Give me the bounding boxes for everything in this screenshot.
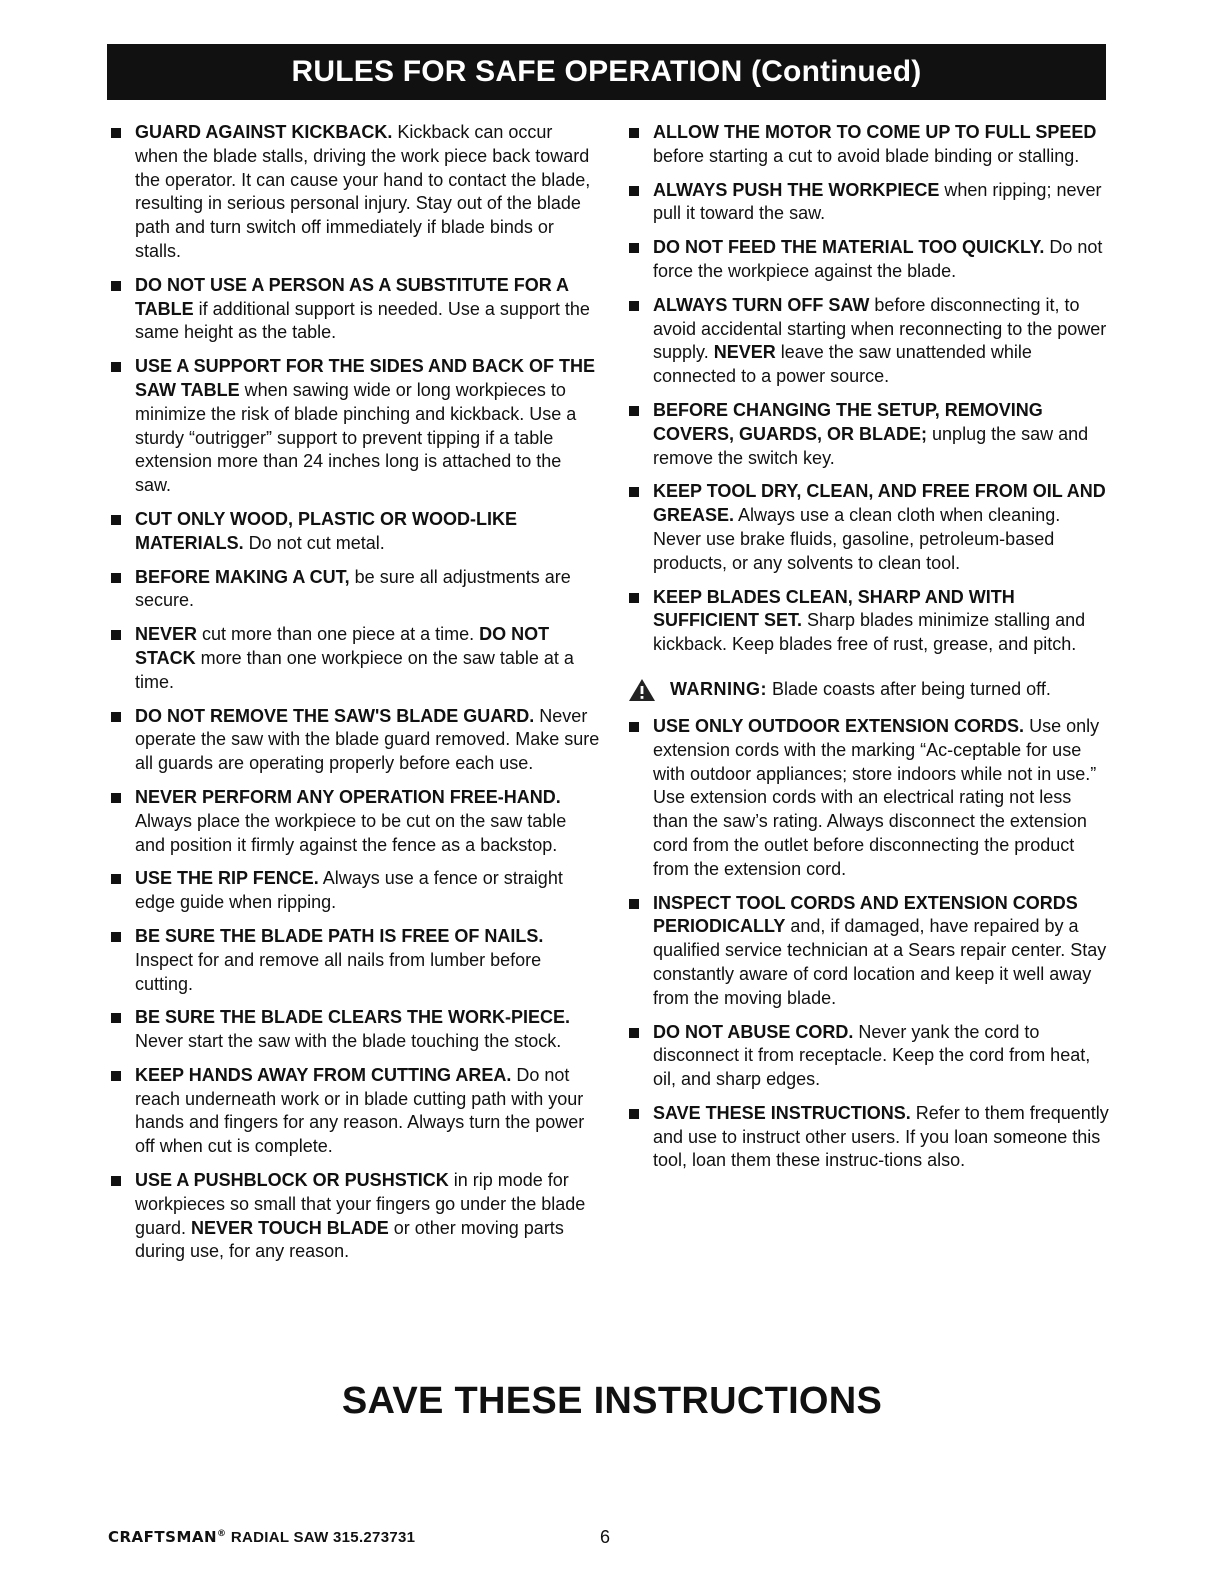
rule-heading: BE SURE THE BLADE PATH IS FREE OF NAILS. (135, 925, 544, 946)
rule-item (110, 1169, 600, 1264)
rule-text: before starting a cut to avoid blade binding or stalling. (653, 145, 1080, 166)
rule-heading: KEEP TOOL DRY, CLEAN, AND FREE FROM OIL AND GREASE. (653, 481, 1106, 526)
rule-item (628, 121, 1110, 169)
rule-heading: ALWAYS TURN OFF SAW (653, 294, 870, 315)
rule-text: when ripping; never pull it toward the saw. (653, 179, 1102, 224)
rule-text: leave the saw unattended while connected to a power source. (653, 342, 1032, 387)
rule-item (110, 925, 600, 996)
rule-text: Never yank the cord to disconnect it from receptacle. Keep the cord from heat, oil, and sharp edges. (653, 1021, 1091, 1090)
rule-item (628, 294, 1110, 389)
warning-triangle-icon (628, 678, 656, 702)
rule-text: Always use a fence or straight edge guide when ripping. (135, 868, 563, 913)
warning-label: WARNING: (670, 678, 767, 699)
right-column (628, 121, 1110, 1183)
rule-heading: USE THE RIP FENCE. (135, 868, 319, 889)
rule-heading: CUT ONLY WOOD, PLASTIC OR WOOD-LIKE MATERIALS. (135, 508, 517, 553)
rule-text: Always place the workpiece to be cut on the saw table and position it firmly against the fence as a backstop. (135, 810, 567, 855)
rule-text: Sharp blades minimize stalling and kickback. Keep blades free of rust, grease, and pitch. (653, 610, 1086, 655)
rule-heading: USE A SUPPORT FOR THE SIDES AND BACK OF THE SAW TABLE (135, 356, 596, 400)
rule-item (628, 1021, 1110, 1092)
rule-heading: KEEP BLADES CLEAN, SHARP AND WITH SUFFICIENT SET. (653, 586, 1015, 631)
craftsman-logo: CRAFTSMAN (108, 1528, 218, 1546)
rule-item (110, 355, 600, 498)
warning-notice (628, 677, 1110, 701)
rule-item (110, 566, 600, 614)
rule-text: Never start the saw with the blade touching the stock. (135, 1031, 562, 1052)
rule-item (628, 715, 1110, 882)
rule-text: more than one workpiece on the saw table at a time. (135, 647, 574, 692)
rule-text: unplug the saw and remove the switch key. (653, 423, 1089, 468)
rule-text: Refer to them frequently and use to instruct other users. If you loan someone this tool, loan them these instruc-tions also. (653, 1102, 1109, 1171)
rule-item (628, 236, 1110, 284)
rule-heading: BEFORE CHANGING THE SETUP, REMOVING COVERS, GUARDS, OR BLADE; (653, 399, 1043, 444)
rule-text: Always use a clean cloth when cleaning. Never use brake fluids, gasoline, petroleum-based products, or any solvents to clean tool. (653, 505, 1061, 573)
rule-heading: SAVE THESE INSTRUCTIONS. (653, 1102, 911, 1123)
rule-text: cut more than one piece at a time. (197, 624, 480, 645)
rule-item (110, 705, 600, 776)
rule-item (628, 399, 1110, 470)
rule-text: and, if damaged, have repaired by a qualified service technician at a Sears repair center. Stay constantly aware of cord location and keep it well away from the moving blade. (653, 916, 1107, 1008)
registered-mark: ® (217, 1529, 227, 1539)
rule-heading: DO NOT ABUSE CORD. (653, 1021, 854, 1042)
rule-item (628, 480, 1110, 575)
rule-heading: GUARD AGAINST KICKBACK. (135, 122, 393, 142)
header-bar (107, 44, 1106, 100)
rule-item (110, 1064, 600, 1159)
rule-heading: USE ONLY OUTDOOR EXTENSION CORDS. (653, 715, 1025, 736)
rule-text: Inspect for and remove all nails from lumber before cutting. (135, 949, 542, 994)
rule-text: Never operate the saw with the blade guard removed. Make sure all guards are operating properly before each use. (135, 705, 600, 774)
rule-heading: BEFORE MAKING A CUT, (135, 566, 350, 587)
rule-heading: NEVER (713, 342, 776, 363)
rule-text: when sawing wide or long workpieces to minimize the risk of blade pinching and kickback. Use a sturdy “outrigger” support to prevent tipping if a table extension more than 24 inches long is attached to the saw. (135, 379, 577, 496)
rule-heading: DO NOT USE A PERSON AS A SUBSTITUTE FOR A TABLE (135, 274, 569, 319)
rule-heading: INSPECT TOOL CORDS AND EXTENSION CORDS PERIODICALLY (653, 892, 1078, 937)
page-number: 6 (600, 1527, 611, 1547)
rule-text: if additional support is needed. Use a support the same height as the table. (135, 298, 590, 343)
rule-item (110, 623, 600, 694)
right-list-bottom (628, 715, 1110, 1173)
rule-item (628, 179, 1110, 227)
rule-item (628, 892, 1110, 1011)
rule-item (628, 586, 1110, 657)
rule-text: Kickback can occur when the blade stalls, driving the work piece back toward the operator. It can cause your hand to contact the blade, resulting in serious personal injury. Stay out of the blade path and turn switch off immediately if blade binds or stalls. (135, 122, 591, 261)
rule-text: Do not cut metal. (243, 532, 385, 553)
rule-heading: DO NOT STACK (135, 624, 550, 668)
rule-text: before disconnecting it, to avoid accidental starting when reconnecting to the power supply. (653, 294, 1107, 363)
rule-heading: KEEP HANDS AWAY FROM CUTTING AREA. (135, 1064, 512, 1085)
save-instructions-heading: SAVE THESE INSTRUCTIONS (341, 1380, 883, 1422)
rule-heading: NEVER TOUCH BLADE (191, 1217, 389, 1238)
footer-brand (108, 1528, 415, 1546)
page-title: RULES FOR SAFE OPERATION (Continued) (291, 55, 922, 88)
rule-item (110, 1006, 600, 1054)
rule-heading: NEVER (135, 624, 198, 645)
rule-item (110, 121, 600, 264)
rule-heading: DO NOT REMOVE THE SAW'S BLADE GUARD. (135, 705, 535, 726)
rule-text: Do not force the workpiece against the blade. (653, 237, 1103, 281)
warning-text: Blade coasts after being turned off. (767, 678, 1051, 699)
rule-text: be sure all adjustments are secure. (135, 566, 571, 611)
right-list-top (628, 121, 1110, 657)
rule-text: Use only extension cords with the marking “Ac-ceptable for use with outdoor appliances; store indoors while not in use.” Use extension cords with an electrical rating not less than the saw’s rating. Always disconnect the extension cord from the outlet before disconnecting the product from the extension cord. (653, 715, 1100, 879)
rule-item (110, 786, 600, 857)
rule-heading: BE SURE THE BLADE CLEARS THE WORK-PIECE. (135, 1007, 571, 1028)
rule-heading: USE A PUSHBLOCK OR PUSHSTICK (135, 1170, 449, 1191)
rule-heading: ALWAYS PUSH THE WORKPIECE (653, 179, 940, 200)
rule-heading: NEVER PERFORM ANY OPERATION FREE-HAND. (135, 786, 561, 807)
rule-heading: ALLOW THE MOTOR TO COME UP TO FULL SPEED (653, 122, 1097, 142)
model-number: RADIAL SAW 315.273731 (226, 1529, 416, 1546)
rule-item (110, 867, 600, 915)
left-column (110, 121, 600, 1274)
rule-text: Do not reach underneath work or in blade cutting path with your hands and fingers for any reason. Always turn the power off when cut is complete. (135, 1064, 585, 1157)
rule-text: or other moving parts during use, for any reason. (135, 1217, 564, 1262)
rule-item (110, 274, 600, 345)
rule-item (628, 1102, 1110, 1173)
rule-heading: DO NOT FEED THE MATERIAL TOO QUICKLY. (653, 237, 1045, 258)
rule-text: in rip mode for workpieces so small that your fingers go under the blade guard. (135, 1170, 586, 1238)
rule-item (110, 508, 600, 556)
